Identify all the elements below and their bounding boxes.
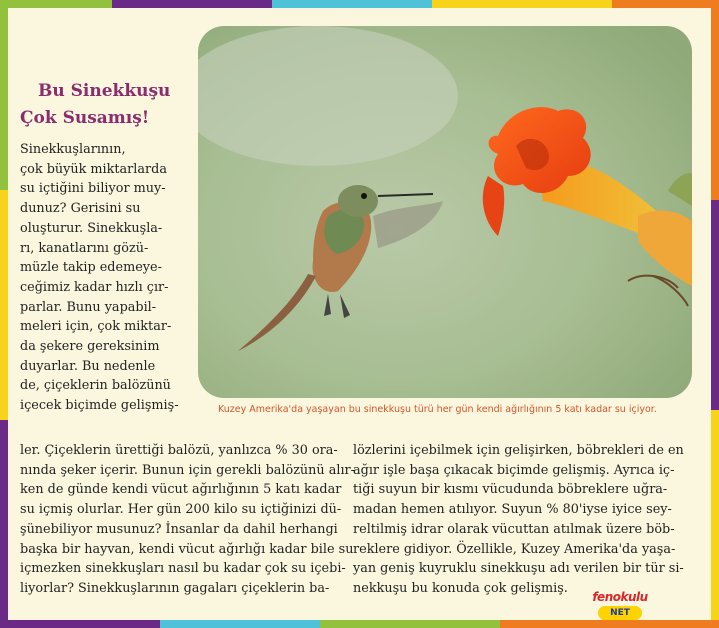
border-stripe [272,0,432,8]
text-column-left [20,140,192,416]
text-line: yan geniş kuyruklu sinekkuşu adı verilen bir tür si- [353,561,684,577]
border-stripe [320,620,500,628]
text-line: ağır işle başa çıkacak biçimde gelişmiş. Ayrıca iç- [353,462,675,478]
text-line: başka bir hayvan, kendi vücut ağırlığı kadar bile su [20,541,354,557]
text-line: Sinekkuşlarının, [20,142,126,157]
text-line: ceğimiz kadar hızlı çır- [20,279,169,295]
article-title [20,78,180,132]
text-column-right [353,441,684,599]
text-line: ken de günde kendi vücut ağırlığının 5 katı kadar [20,482,342,498]
text-line: lözlerini içebilmek için gelişirken, böbrekleri de en [353,443,684,458]
text-line: nekkuşu bu konuda çok gelişmiş. [353,580,568,596]
text-line: içmezken sinekkuşları nasıl bu kadar çok su içebi- [20,561,346,577]
text-line: nında şeker içerir. Bunun için gerekli balözünü alır- [20,462,355,478]
border-stripe [0,420,8,628]
text-line: madan hemen atılıyor. Suyun % 80'iyse iyice sey- [353,502,672,518]
fenokulu-logo [588,590,652,626]
text-line: duyarlar. Bu nedenle [20,358,156,374]
text-line: tiği suyun bir kısmı vücudunda böbreklere uğra- [353,482,668,498]
text-line: rı, kanatlarını gözü- [20,240,149,256]
border-stripe [711,200,719,410]
logo-text: fenokulu [592,590,648,604]
text-line: oluşturur. Sinekkuşla- [20,220,163,236]
border-stripe [432,0,612,8]
text-line: içecek biçimde gelişmiş- [20,398,179,414]
photo-caption: Kuzey Amerika'da yaşayan bu sinekkuşu türü her gün kendi ağırlığının 5 katı kadar su içiyor. [218,404,657,415]
text-column-bottom-left [20,441,355,599]
text-line: de, çiçeklerin balözünü [20,378,171,394]
border-stripe [0,620,160,628]
logo-badge: NET [598,606,642,620]
hummingbird-photo [198,26,692,398]
text-line: meleri için, çok miktar- [20,319,172,335]
border-stripe [160,620,320,628]
text-line: dunuz? Gerisini su [20,201,141,217]
title-line: Bu Sinekkuşu [38,81,171,101]
text-line: parlar. Bunu yapabil- [20,299,157,315]
text-line: reltilmiş idrar olarak vücuttan atılmak üzere böb- [353,521,675,537]
text-line: çok büyük miktarlarda [20,161,167,177]
border-stripe [0,190,8,420]
border-stripe [612,0,719,8]
border-stripe [711,0,719,200]
border-stripe [711,410,719,628]
text-line: ler. Çiçeklerin ürettiği balözü, yanlızca % 30 ora- [20,443,338,458]
border-stripe [0,0,112,8]
text-line: liyorlar? Sinekkuşlarının gagaları çiçeklerin ba- [20,580,330,596]
text-line: müzle takip edemeye- [20,260,162,276]
title-line: Çok Susamış! [20,108,150,128]
text-line: su içtiğini biliyor muy- [20,181,166,197]
text-line: su içmiş olurlar. Her gün 200 kilo su içtiğinizi dü- [20,502,342,518]
text-line: reklere gidiyor. Özellikle, Kuzey Amerika'da yaşa- [353,541,676,557]
text-line: şünebiliyor musunuz? İnsanlar da dahil herhangi [20,521,338,537]
border-stripe [112,0,272,8]
border-stripe [0,0,8,190]
text-line: da şekere gereksinim [20,339,160,355]
